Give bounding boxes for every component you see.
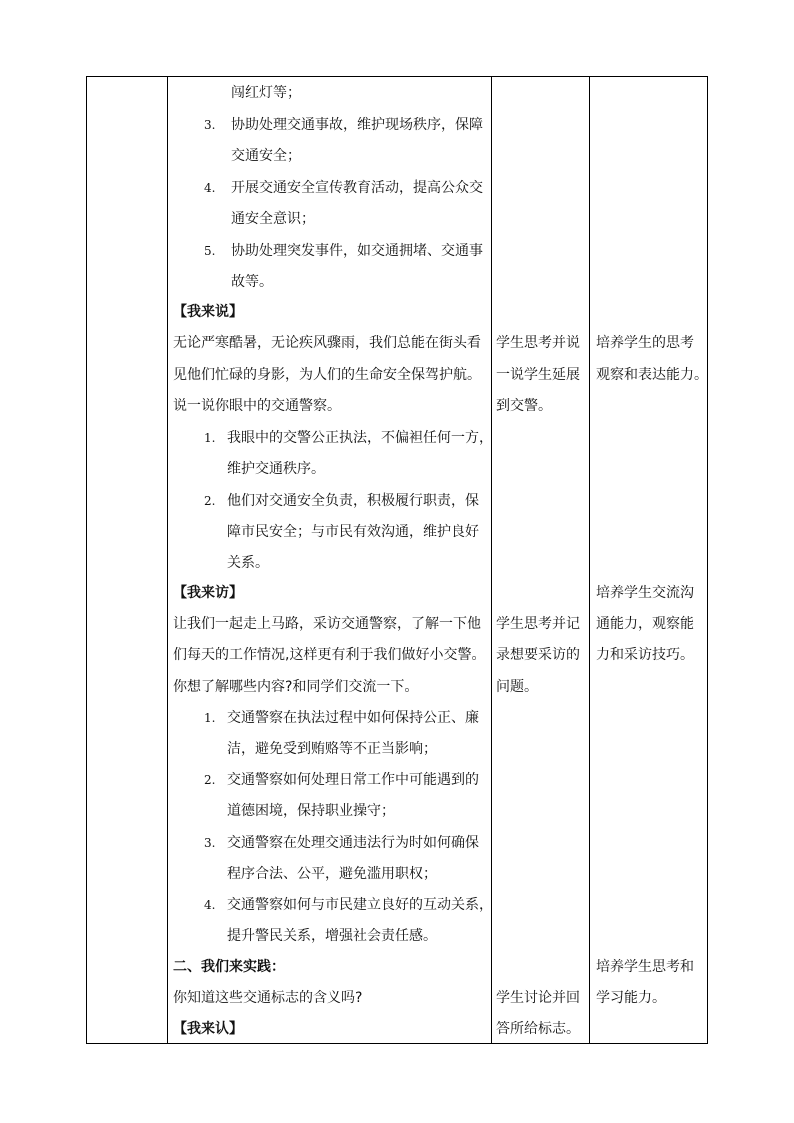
design-purpose: 通能力，观察能 xyxy=(596,616,694,632)
list-number: 3. xyxy=(204,118,216,132)
design-purpose: 培养学生的思考 xyxy=(596,335,694,351)
design-purpose: 观察和表达能力。 xyxy=(596,367,708,383)
list-item: 协助处理交通事故，维护现场秩序，保障 xyxy=(231,117,483,133)
list-item: 交通安全； xyxy=(231,148,301,164)
list-item: 洁，避免受到贿赂等不正当影响； xyxy=(227,741,437,757)
design-purpose: 学习能力。 xyxy=(596,990,666,1006)
design-purpose: 培养学生交流沟 xyxy=(596,585,694,601)
student-activity: 一说学生延展 xyxy=(496,367,580,383)
student-activity: 问题。 xyxy=(496,679,538,695)
list-item: 开展交通安全宣传教育活动，提高公众交 xyxy=(231,180,483,196)
section-heading-say: 【我来说】 xyxy=(173,304,243,320)
list-number: 5. xyxy=(204,244,216,258)
student-activity: 答所给标志。 xyxy=(496,1021,580,1037)
section-heading-practice: 二、我们来实践： xyxy=(173,959,285,975)
list-number: 4. xyxy=(204,898,216,912)
student-activity: 学生思考并记 xyxy=(496,616,580,632)
column-divider xyxy=(589,77,590,1043)
list-item: 程序合法、公平，避免滥用职权； xyxy=(227,866,437,882)
paragraph-line: 你知道这些交通标志的含义吗? xyxy=(173,990,363,1006)
list-number: 3. xyxy=(204,836,216,850)
student-activity: 学生讨论并回 xyxy=(496,990,580,1006)
list-item: 交通警察在执法过程中如何保持公正、廉 xyxy=(227,710,479,726)
list-number: 2. xyxy=(204,773,216,787)
list-item: 维护交通秩序。 xyxy=(227,461,325,477)
list-number: 2. xyxy=(204,494,216,508)
list-item: 我眼中的交警公正执法，不偏袒任何一方， xyxy=(227,430,493,446)
intro-tail: 闯红灯等； xyxy=(231,85,301,101)
student-activity: 学生思考并说 xyxy=(496,335,580,351)
sub-heading: 【我来认】 xyxy=(173,1021,243,1037)
student-activity: 录想要采访的 xyxy=(496,647,580,663)
paragraph-line: 让我们一起走上马路，采访交通警察，了解一下他 xyxy=(173,616,481,632)
section-heading-visit: 【我来访】 xyxy=(173,585,243,601)
paragraph-line: 无论严寒酷暑，无论疾风骤雨，我们总能在街头看 xyxy=(173,335,481,351)
list-item: 交通警察在处理交通违法行为时如何确保 xyxy=(227,835,479,851)
column-divider xyxy=(167,77,168,1043)
list-item: 道德困境，保持职业操守； xyxy=(227,803,395,819)
list-item: 提升警民关系，增强社会责任感。 xyxy=(227,928,437,944)
paragraph-line: 见他们忙碌的身影，为人们的生命安全保驾护航。 xyxy=(173,367,481,383)
list-number: 4. xyxy=(204,181,216,195)
list-item: 故等。 xyxy=(231,274,273,290)
student-activity: 到交警。 xyxy=(496,398,552,414)
list-item: 障市民安全；与市民有效沟通，维护良好 xyxy=(227,524,479,540)
design-purpose: 培养学生思考和 xyxy=(596,959,694,975)
list-item: 通安全意识； xyxy=(231,211,315,227)
list-item: 他们对交通安全负责，积极履行职责，保 xyxy=(227,493,479,509)
paragraph-line: 你想了解哪些内容?和同学们交流一下。 xyxy=(173,679,419,695)
list-item: 交通警察如何处理日常工作中可能遇到的 xyxy=(227,772,479,788)
list-number: 1. xyxy=(204,711,216,725)
list-number: 1. xyxy=(204,431,216,445)
list-item: 关系。 xyxy=(227,555,269,571)
paragraph-line: 们每天的工作情况,这样更有利于我们做好小交警。 xyxy=(173,647,486,663)
paragraph-line: 说一说你眼中的交通警察。 xyxy=(173,398,341,414)
design-purpose: 力和采访技巧。 xyxy=(596,647,694,663)
list-item: 交通警察如何与市民建立良好的互动关系， xyxy=(227,897,493,913)
list-item: 协助处理突发事件，如交通拥堵、交通事 xyxy=(231,243,483,259)
